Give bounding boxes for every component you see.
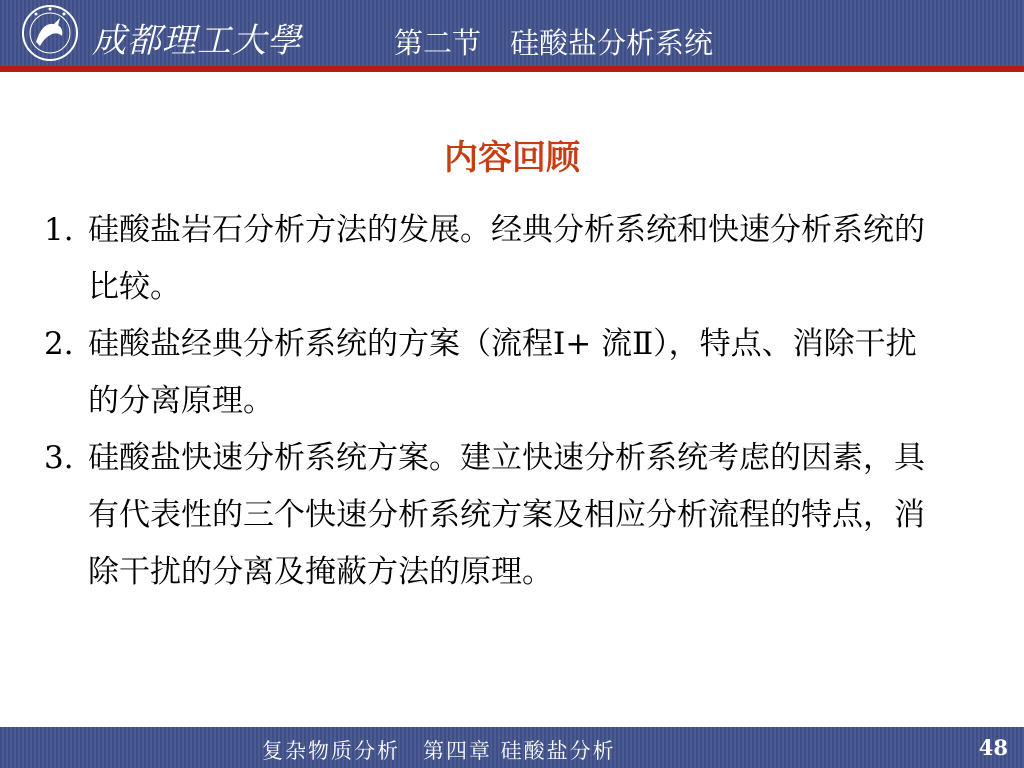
review-list [44, 202, 944, 601]
university-name: 成都理工大學 [92, 21, 302, 61]
list-item [44, 202, 944, 316]
item-text: 硅酸盐经典分析系统的方案（流程Ⅰ+ 流Ⅱ），特点、消除干扰的分离原理。 [88, 326, 917, 419]
slide-title: 内容回顾 [444, 138, 580, 178]
list-item [44, 316, 944, 430]
footer-course-text: 复杂物质分析 第四章 硅酸盐分析 [262, 739, 616, 763]
item-text: 硅酸盐快速分析系统方案。建立快速分析系统考虑的因素，具有代表性的三个快速分析系统方案及相应分析流程的特点，消除干扰的分离及掩蔽方法的原理。 [88, 440, 925, 590]
list-item [44, 430, 944, 601]
header-accent-line [0, 66, 1024, 72]
item-number: 2. [44, 326, 74, 362]
section-title: 第二节 硅酸盐分析系统 [394, 26, 714, 60]
page-number: 48 [978, 735, 1008, 760]
item-text: 硅酸盐岩石分析方法的发展。经典分析系统和快速分析系统的比较。 [88, 212, 925, 305]
university-emblem-icon [14, 2, 86, 64]
item-number: 1. [44, 212, 74, 248]
item-number: 3. [44, 440, 74, 476]
